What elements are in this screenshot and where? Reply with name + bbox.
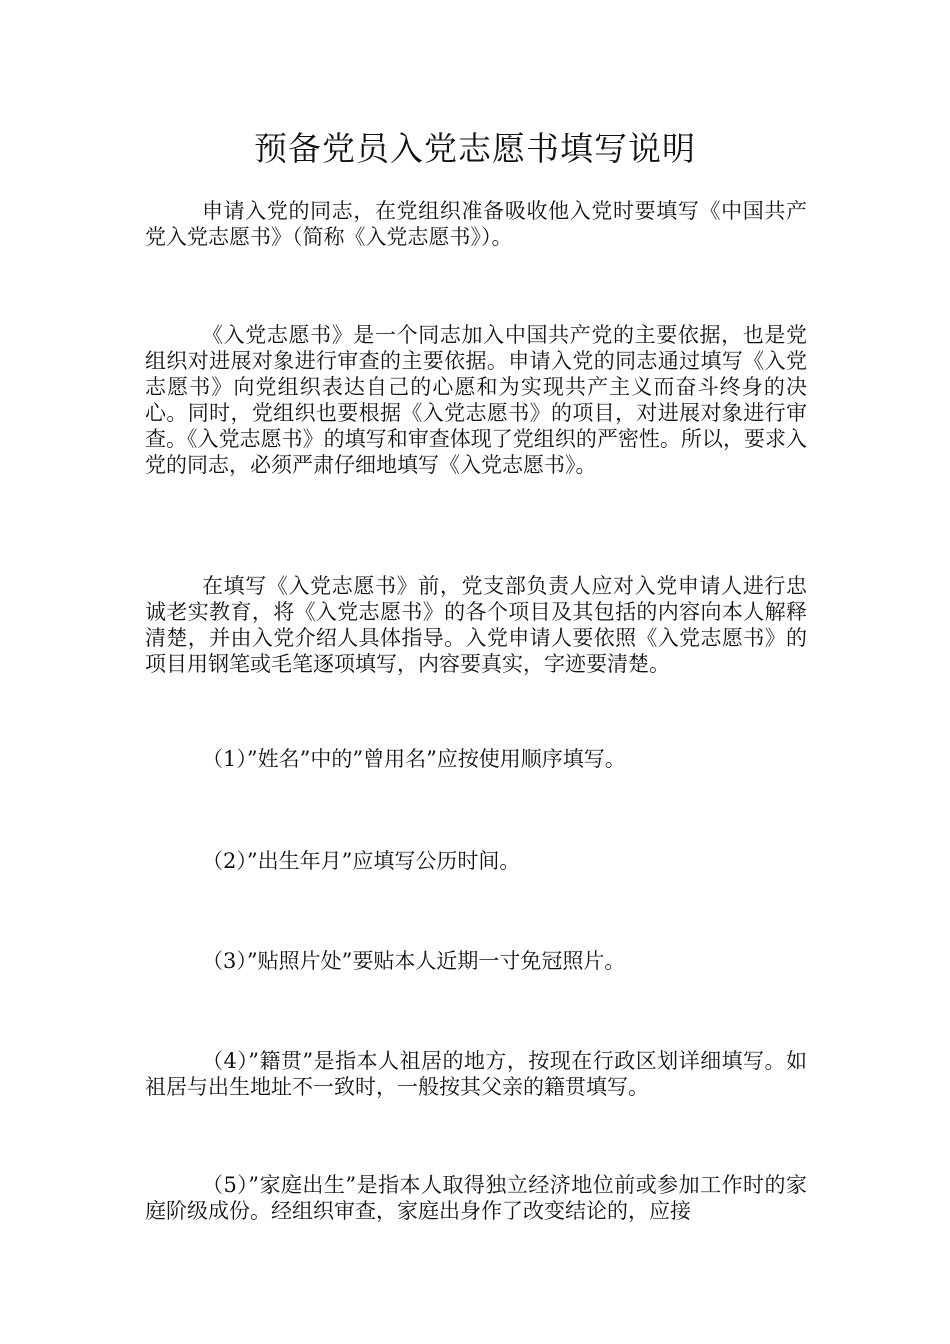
paragraph-intro: 申请入党的同志，在党组织准备吸收他入党时要填写《中国共产党入党志愿书》（简称《入党志愿书》）。 <box>145 199 807 249</box>
paragraph-importance: 《入党志愿书》是一个同志加入中国共产党的主要依据，也是党组织对进展对象进行审查的主要依据。申请入党的同志通过填写《入党志愿书》向党组织表达自己的心愿和为实现共产主义而奋斗终身的决心。同时，党组织也要根据《入党志愿书》的项目，对进展对象进行审查。《入党志愿书》的填写和审查体现了党组织的严密性。所以，要求入党的同志，必须严肃仔细地填写《入党志愿书》。 <box>145 323 807 477</box>
item-2-birth-date: （2）”出生年月”应填写公历时间。 <box>202 849 521 873</box>
item-5-family-origin: （5）”家庭出生”是指本人取得独立经济地位前或参加工作时的家庭阶级成份。经组织审查，家庭出身作了改变结论的，应接 <box>145 1173 807 1223</box>
document-title: 预备党员入党志愿书填写说明 <box>254 129 696 168</box>
item-1-name: （1）”姓名”中的”曾用名”应按使用顺序填写。 <box>202 747 626 771</box>
paragraph-instructions: 在填写《入党志愿书》前，党支部负责人应对入党申请人进行忠诚老实教育，将《入党志愿书》的各个项目及其包括的内容向本人解释清楚，并由入党介绍人具体指导。入党申请人要依照《入党志愿书》的项目用钢笔或毛笔逐项填写，内容要真实，字迹要清楚。 <box>145 574 807 676</box>
item-3-photo: （3）”贴照片处”要贴本人近期一寸免冠照片。 <box>202 949 626 973</box>
item-4-native-place: （4）”籍贯”是指本人祖居的地方，按现在行政区划详细填写。如祖居与出生地址不一致时，一般按其父亲的籍贯填写。 <box>145 1049 807 1099</box>
